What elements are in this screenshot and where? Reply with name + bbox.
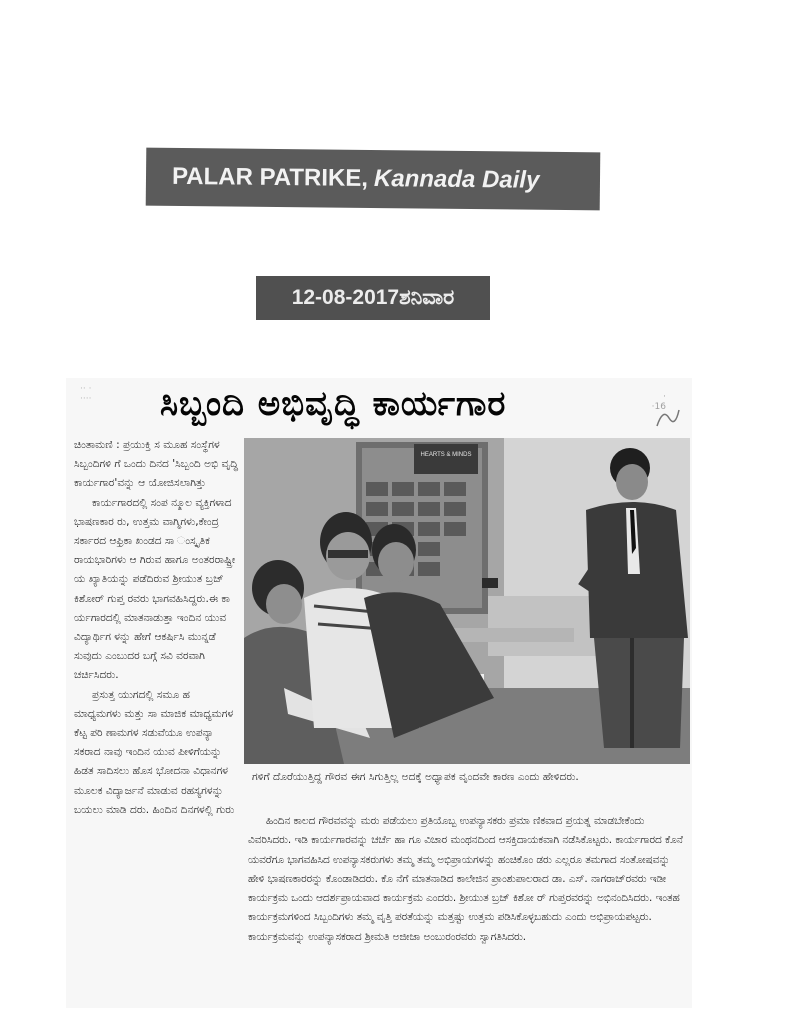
- article-headline: ಸಿಬ್ಬಂದಿ ಅಭಿವೃದ್ಧಿ ಕಾರ್ಯಗಾರ: [160, 384, 507, 424]
- publication-date: [256, 276, 490, 320]
- paragraph: ಹಿಂದಿನ ಕಾಲದ ಗೌರವವನ್ನು ಮರು ಪಡೆಯಲು ಪ್ರತಿಯೊಬ್ಬ ಉಪನ್ಯಾಸಕರು ಪ್ರಮಾ ಣಿಕವಾದ ಪ್ರಯತ್ನ ಮಾಡಬೇಕೆಂದು ವಿವರಿಸಿದರು. ಇಡಿ ಕಾರ್ಯಗಾರವನ್ನು ಚರ್ಚೆ ಹಾ ಗೂ ವಿಚಾರ ಮಂಥನದಿಂದ ಆಸಕ್ತಿದಾಯಕವಾಗಿ ನಡೆಸಿಕೊಟ್ಟರು. ಕಾರ್ಯಗಾರದ ಕೊನೆ ಯವರೆಗೂ ಭಾಗವಹಿಸಿದ ಉಪನ್ಯಾಸಕರುಗಳು ತಮ್ಮ ತಮ್ಮ ಅಭಿಪ್ರಾಯಗಳನ್ನು ಹಂಚಿಕೊಂ ಡರು ಎಲ್ಲರೂ ತಮಗಾದ ಸಂತೋಷವನ್ನು ಹೇಳಿ ಭಾಷಣಕಾರರನ್ನು ಕೊಂಡಾಡಿದರು. ಕೊ ನೆಗೆ ಮಾತನಾಡಿದ ಕಾಲೇಜಿನ ಪ್ರಾಂಶುಪಾಲರಾದ ಡಾ. ಎಸ್. ನಾಗರಾಜ್‌ರವರು ಇಡೀ ಕಾರ್ಯಕ್ರಮ ಒಂದು ಆದರ್ಶಪ್ರಾಯವಾದ ಕಾರ್ಯಕ್ರಮ ಎಂದರು. ಶ್ರೀಯುತ ಬ್ರಜ್ ಕಿಶೋ ರ್ ಗುಪ್ತರವರನ್ನು ಅಭಿನಂದಿಸಿದರು. ಇಂತಹ ಕಾರ್ಯಕ್ರಮಗಳಿಂದ ಸಿಬ್ಬಂದಿಗಳು ತಮ್ಮ ವೃತ್ತಿ ಪರತೆಯನ್ನು ಮತ್ತಷ್ಟು ಉತ್ತಮ ಪಡಿಸಿಕೊಳ್ಳಬಹುದು ಎಂದು ಅಭಿಪ್ರಾಯಪಟ್ಟರು. ಕಾರ್ಯಕ್ರಮವನ್ನು ಉಪನ್ಯಾಸಕರಾದ ಶ್ರೀಮತಿ ಅಜೀಜಾ ಅಂಬುರಂರವರು ಸ್ವಾಗತಿಸಿದರು.: [248, 815, 683, 943]
- pen-mark-icon: [653, 404, 681, 432]
- article-bottom-column: [248, 812, 688, 1008]
- paragraph: ಪ್ರಸುತ್ತ ಯುಗದಲ್ಲಿ ಸಮೂ ಹ ಮಾಧ್ಯಮಗಳು ಮತ್ತು ಸಾ ಮಾಜಿಕ ಮಾಧ್ಯಮಗಳ ಕೆಟ್ಟ ಪರಿ ಣಾಮಗಳ ಸಡುವೆಯೂ ಉಪನ್ಯಾ ಸಕರಾದ ನಾವು ಇಂದಿನ ಯುವ ಪೀಳಿಗೆಯನ್ನು ಹಿಡತ ಸಾದಿಸಲು ಹೊಸ ಭೋದನಾ ವಿಧಾನಗಳ ಮೂಲಕ ವಿದ್ಯಾರ್ಜನೆ ಮಾಡುವ ರಹಸ್ಯಗಳನ್ನು ಬಯಲು ಮಾಡಿ ದರು. ಹಿಂದಿನ ದಿನಗಳಲ್ಲಿ ಗುರು: [74, 688, 235, 816]
- date-label: 12-08-2017ಶನಿವಾರ: [291, 286, 455, 309]
- article-left-column: [74, 436, 240, 1006]
- photo-caption: ಗಳಿಗೆ ದೊರೆಯುತ್ತಿದ್ದ ಗೌರವ ಈಗ ಸಿಗುತ್ತಿಲ್ಲ ಅದಕ್ಕೆ ಅಧ್ಯಾಪಕ ವೃಂದವೇ ಕಾರಣ ಎಂದು ಹೇಳಿದರು.: [252, 771, 579, 783]
- adjacent-column-bleed: ·· · ····: [80, 384, 92, 404]
- newspaper-masthead: [146, 148, 601, 211]
- article-photo: [244, 438, 690, 764]
- masthead-subtitle: Kannada Daily: [373, 165, 540, 194]
- workshop-photo-illustration: [244, 438, 690, 764]
- poster-title: HEARTS & MINDS: [420, 452, 472, 458]
- adjacent-column-bleed-right: · ·16: [651, 392, 666, 412]
- paragraph: ಚಿಂತಾಮಣಿ : ಪ್ರಯುಕ್ತಿ ಸ ಮೂಹ ಸಂಸ್ಥೆಗಳ ಸಿಬ್ಬಂದಿಗಳಿ ಗೆ ಒಂದು ದಿನದ 'ಸಿಬ್ಬಂದಿ ಅಭಿ ವೃದ್ಧಿ ಕಾರ್ಯಗಾರ'ವನ್ನು ಆ ಯೋಜಿಸಲಾಗಿತ್ತು: [74, 439, 238, 490]
- masthead-name: PALAR PATRIKE,: [171, 162, 369, 192]
- paragraph: ಕಾರ್ಯಗಾರದಲ್ಲಿ ಸಂಪ ನ್ಮೂಲ ವ್ಯಕ್ತಿಗಳಾದ ಭಾಷಣಕಾರ ರು, ಉತ್ತಮ ವಾಗ್ಮಿಗಳು,ಕೇಂದ್ರ ಸರ್ಕಾರದ ಆಫ್ರಿಕಾ ಖಂಡದ ಸಾ ಂಸ್ಕೃತಿಕ ರಾಯಭಾರಿಗಳು ಆ ಗಿರುವ ಹಾಗೂ ಅಂತರರಾಷ್ಟ್ರೀ ಯ ಖ್ಯಾತಿಯನ್ನು ಪಡೆದಿರುವ ಶ್ರೀಯುತ ಬ್ರಜ್ ಕಿಶೋರ್ ಗುಪ್ತ ರವರು ಭಾಗವಹಿಸಿದ್ದರು.ಈ ಕಾ ರ್ಯಗಾರದಲ್ಲಿ ಮಾತನಾಡುತ್ತಾ ಇಂದಿನ ಯುವ ವಿದ್ಯಾರ್ಥಿಗ ಳನ್ನು ಹೇಗೆ ಆಕರ್ಷಿಸಿ ಮುನ್ನಡೆ ಸುವುದು ಎಂಬುದರ ಬಗ್ಗೆ ಸವಿ ವರವಾಗಿ ಚರ್ಚಿಸಿದರು.: [74, 496, 236, 682]
